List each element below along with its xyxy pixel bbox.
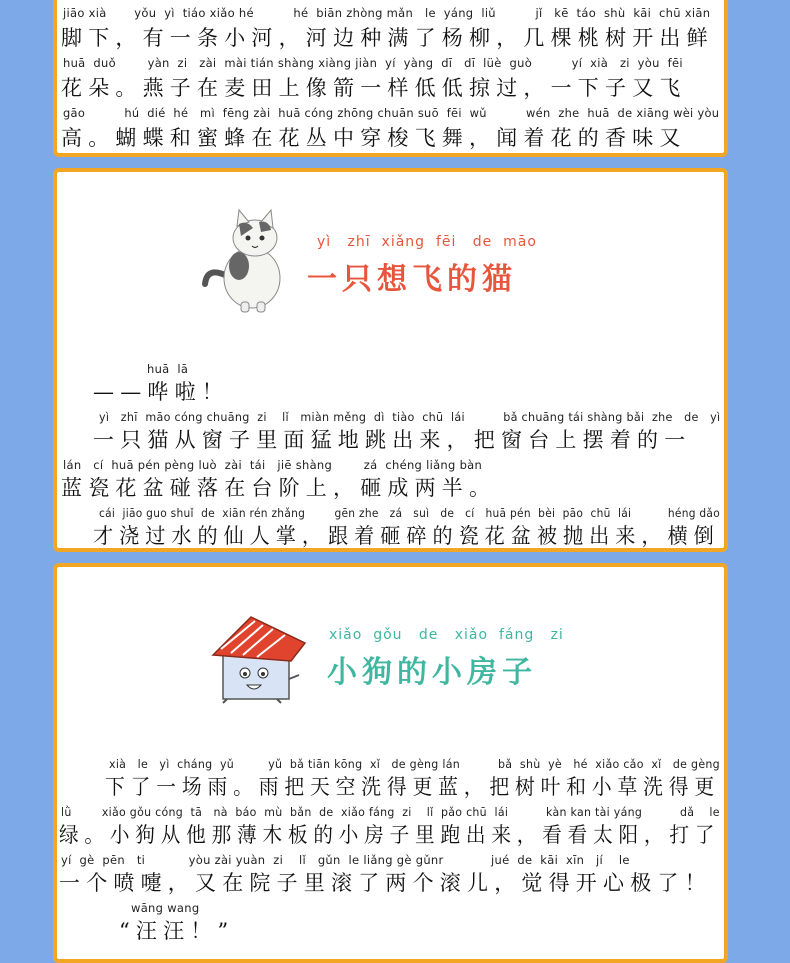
story-title: 一只想飞的猫 (307, 262, 517, 297)
hanzi-line: ——哗啦！ (93, 380, 229, 404)
pinyin-line: yí gè pēn ti yòu zài yuàn zi lǐ gǔn le liǎng gè gǔnr jué de kāi xīn jí le (61, 853, 630, 867)
hanzi-line: 高。蝴蝶和蜜蜂在花丛中穿梭飞舞，闻着花的香味又 (61, 126, 687, 150)
hanzi-line: 花朵。燕子在麦田上像箭一样低低掠过，一下子又飞 (61, 76, 687, 100)
hanzi-line: 绿。小狗从他那薄木板的小房子里跑出来，看看太阳，打了 (59, 823, 721, 847)
story-card-1 (53, 0, 728, 157)
pinyin-line: wāng wang (131, 901, 200, 915)
hanzi-line: 一只猫从窗子里面猛地跳出来，把窗台上摆着的一 (93, 428, 692, 452)
pinyin-line: jiāo xià yǒu yì tiáo xiǎo hé hé biān zhòng mǎn le yáng liǔ jǐ kē táo shù kāi chū xiān (63, 6, 711, 20)
cat-illustration (197, 206, 297, 314)
story-card-2 (53, 168, 728, 552)
hanzi-line: 一个喷嚏，又在院子里滚了两个滚儿，觉得开心极了！ (59, 871, 712, 895)
story-title: 小狗的小房子 (327, 655, 537, 690)
doghouse-illustration (207, 613, 311, 705)
pinyin-line: huā duǒ yàn zi zài mài tián shàng xiàng jiàn yí yàng dī dī lüè guò yí xià zi yòu fēi (63, 56, 683, 70)
story-card-3 (53, 563, 728, 963)
pinyin-line: cái jiāo guo shuǐ de xiān rén zhǎng gēn zhe zá suì de cí huā pén bèi pāo chū lái héng dǎo (99, 506, 721, 520)
pinyin-line: yì zhī māo cóng chuāng zi lǐ miàn měng dì tiào chū lái bǎ chuāng tái shàng bǎi zhe de yì (99, 410, 721, 424)
hanzi-line: 下了一场雨。雨把天空洗得更蓝，把树叶和小草洗得更 (105, 775, 720, 799)
hanzi-line: 脚下，有一条小河，河边种满了杨柳，几棵桃树开出鲜 (61, 26, 714, 50)
pinyin-line: lǜ xiǎo gǒu cóng tā nà báo mù bǎn de xiǎo fáng zi lǐ pǎo chū lái kàn kan tài yáng dǎ le (61, 805, 720, 819)
pinyin-line: huā lā (147, 362, 189, 376)
pinyin-line: gāo hú dié hé mì fēng zài huā cóng zhōng chuān suō fēi wǔ wén zhe huā de xiāng wèi yòu (63, 106, 720, 120)
hanzi-line: “汪汪！” (119, 919, 235, 943)
title-pinyin: yì zhī xiǎng fēi de māo (317, 234, 537, 250)
pinyin-line: lán cí huā pén pèng luò zài tái jiē shàng zá chéng liǎng bàn (63, 458, 483, 472)
hanzi-line: 蓝瓷花盆碰落在台阶上，砸成两半。 (61, 476, 497, 500)
hanzi-line: 才浇过水的仙人掌，跟着砸碎的瓷花盆被抛出来，横倒 (93, 524, 720, 548)
title-pinyin: xiǎo gǒu de xiǎo fáng zi (329, 627, 564, 643)
pinyin-line: xià le yì cháng yǔ yǔ bǎ tiān kōng xǐ de gèng lán bǎ shù yè hé xiǎo cǎo xǐ de gèng (109, 757, 720, 771)
